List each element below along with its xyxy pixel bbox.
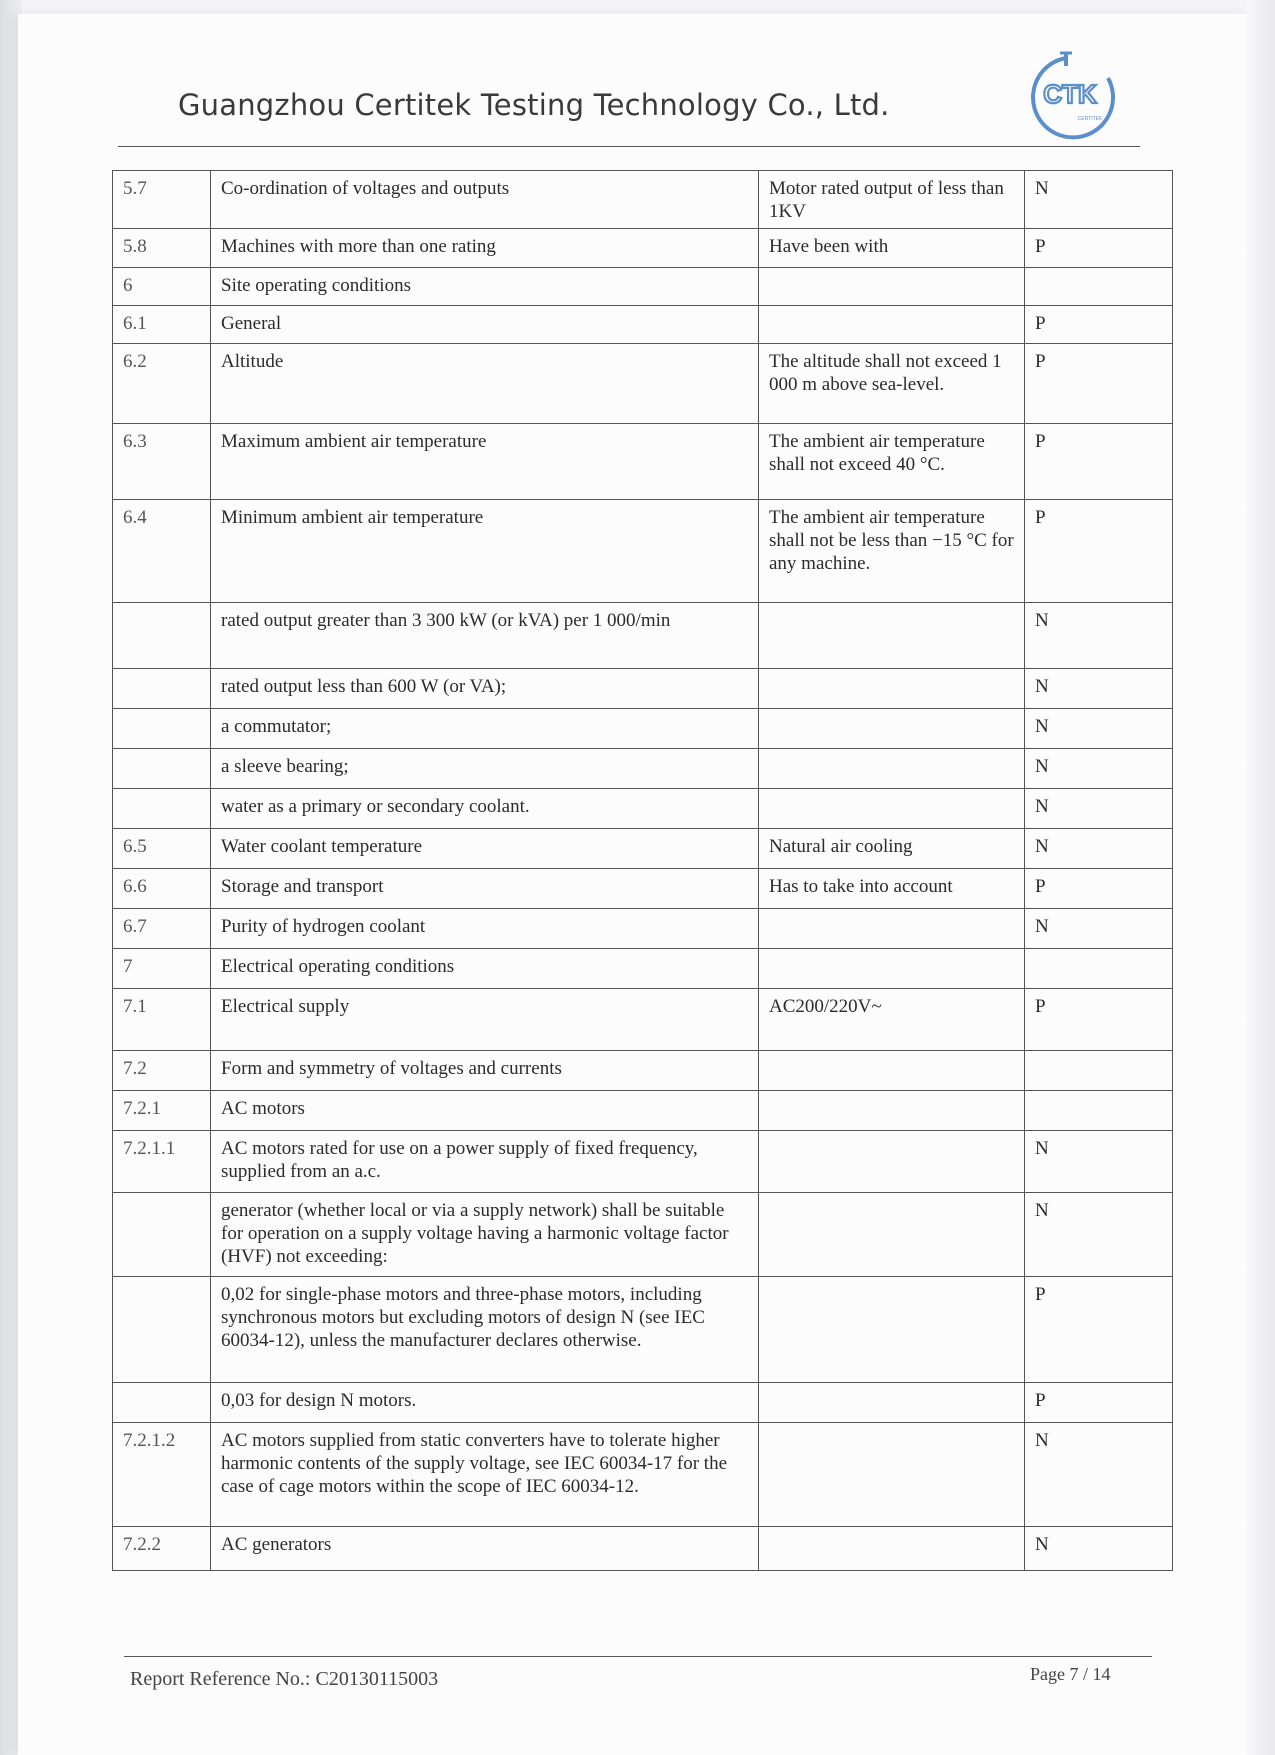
- requirement-cell: Altitude: [211, 344, 759, 424]
- requirement-cell: AC motors rated for use on a power supply of fixed frequency, supplied from an a.c.: [211, 1131, 759, 1193]
- requirement-cell: Electrical operating conditions: [211, 949, 759, 989]
- requirement-cell: Water coolant temperature: [211, 829, 759, 869]
- clause-cell: [113, 789, 211, 829]
- verdict-cell: P: [1025, 306, 1173, 344]
- clause-cell: [113, 749, 211, 789]
- verdict-cell: N: [1025, 909, 1173, 949]
- result-cell: AC200/220V~: [759, 989, 1025, 1051]
- result-cell: [759, 669, 1025, 709]
- requirement-cell: AC motors: [211, 1091, 759, 1131]
- footer-divider: [124, 1656, 1152, 1657]
- table-row: [113, 1091, 1173, 1131]
- requirement-cell: Site operating conditions: [211, 268, 759, 306]
- verdict-cell: N: [1025, 829, 1173, 869]
- requirement-cell: generator (whether local or via a supply network) shall be suitable for operation on a supply voltage having a harmonic voltage factor (HVF) not exceeding:: [211, 1193, 759, 1277]
- requirement-cell: Purity of hydrogen coolant: [211, 909, 759, 949]
- report-reference: Report Reference No.: C20130115003: [130, 1668, 439, 1690]
- clause-cell: 5.7: [113, 171, 211, 229]
- clause-cell: 7.2.1: [113, 1091, 211, 1131]
- verdict-cell: P: [1025, 344, 1173, 424]
- logo-subtext: CERTITEK: [1077, 116, 1103, 122]
- table-row: [113, 709, 1173, 749]
- table-row: [113, 171, 1173, 229]
- page-number: Page 7 / 14: [1030, 1664, 1111, 1684]
- clause-cell: 6.4: [113, 500, 211, 603]
- requirement-cell: 0,02 for single-phase motors and three-phase motors, including synchronous motors but excluding motors of design N (see IEC 60034-12), unless the manufacturer declares otherwise.: [211, 1277, 759, 1383]
- requirement-cell: Form and symmetry of voltages and currents: [211, 1051, 759, 1091]
- verdict-cell: P: [1025, 424, 1173, 500]
- requirement-cell: Co-ordination of voltages and outputs: [211, 171, 759, 229]
- table-row: [113, 500, 1173, 603]
- verdict-cell: [1025, 1091, 1173, 1131]
- clause-cell: 6.3: [113, 424, 211, 500]
- table-row: [113, 869, 1173, 909]
- requirement-cell: a commutator;: [211, 709, 759, 749]
- verdict-cell: N: [1025, 1527, 1173, 1571]
- verdict-cell: [1025, 1051, 1173, 1091]
- result-cell: Has to take into account: [759, 869, 1025, 909]
- result-cell: The ambient air temperature shall not be less than −15 °C for any machine.: [759, 500, 1025, 603]
- result-cell: [759, 603, 1025, 669]
- table-row: [113, 1277, 1173, 1383]
- result-cell: [759, 1091, 1025, 1131]
- clause-cell: 7.2: [113, 1051, 211, 1091]
- result-cell: The altitude shall not exceed 1 000 m above sea-level.: [759, 344, 1025, 424]
- page-edge: [1247, 0, 1275, 1755]
- result-cell: [759, 1193, 1025, 1277]
- clause-cell: 6.1: [113, 306, 211, 344]
- table-row: [113, 1423, 1173, 1527]
- table-row: [113, 229, 1173, 268]
- verdict-cell: N: [1025, 709, 1173, 749]
- result-cell: [759, 1383, 1025, 1423]
- requirement-cell: rated output greater than 3 300 kW (or kVA) per 1 000/min: [211, 603, 759, 669]
- table-row: [113, 603, 1173, 669]
- verdict-cell: N: [1025, 1131, 1173, 1193]
- verdict-cell: P: [1025, 869, 1173, 909]
- clause-cell: [113, 709, 211, 749]
- table-row: [113, 424, 1173, 500]
- verdict-cell: P: [1025, 500, 1173, 603]
- verdict-cell: P: [1025, 989, 1173, 1051]
- verdict-cell: N: [1025, 749, 1173, 789]
- requirement-cell: General: [211, 306, 759, 344]
- result-cell: [759, 1423, 1025, 1527]
- table-row: [113, 1131, 1173, 1193]
- result-cell: [759, 268, 1025, 306]
- requirement-cell: 0,03 for design N motors.: [211, 1383, 759, 1423]
- verdict-cell: P: [1025, 1383, 1173, 1423]
- result-cell: [759, 1527, 1025, 1571]
- clause-cell: 6.5: [113, 829, 211, 869]
- verdict-cell: N: [1025, 1193, 1173, 1277]
- result-cell: [759, 749, 1025, 789]
- verdict-cell: P: [1025, 229, 1173, 268]
- requirement-cell: Electrical supply: [211, 989, 759, 1051]
- table-row: [113, 829, 1173, 869]
- clause-cell: 7.2.2: [113, 1527, 211, 1571]
- test-results-body: [113, 171, 1173, 1571]
- clause-cell: 6.6: [113, 869, 211, 909]
- table-row: [113, 749, 1173, 789]
- table-row: [113, 1051, 1173, 1091]
- verdict-cell: N: [1025, 789, 1173, 829]
- result-cell: [759, 306, 1025, 344]
- clause-cell: 7.2.1.1: [113, 1131, 211, 1193]
- clause-cell: 7.1: [113, 989, 211, 1051]
- ctk-logo-icon: [1020, 48, 1120, 144]
- result-cell: [759, 1051, 1025, 1091]
- table-row: [113, 789, 1173, 829]
- clause-cell: 5.8: [113, 229, 211, 268]
- clause-cell: [113, 603, 211, 669]
- clause-cell: 7.2.1.2: [113, 1423, 211, 1527]
- result-cell: [759, 1131, 1025, 1193]
- header-divider: [118, 146, 1140, 147]
- table-row: [113, 669, 1173, 709]
- clause-cell: 7: [113, 949, 211, 989]
- clause-cell: [113, 1383, 211, 1423]
- result-cell: [759, 789, 1025, 829]
- table-row: [113, 909, 1173, 949]
- requirement-cell: Machines with more than one rating: [211, 229, 759, 268]
- verdict-cell: N: [1025, 603, 1173, 669]
- requirement-cell: a sleeve bearing;: [211, 749, 759, 789]
- table-row: [113, 268, 1173, 306]
- result-cell: Natural air cooling: [759, 829, 1025, 869]
- requirement-cell: Minimum ambient air temperature: [211, 500, 759, 603]
- verdict-cell: [1025, 268, 1173, 306]
- table-row: [113, 344, 1173, 424]
- clause-cell: [113, 1277, 211, 1383]
- logo-text: CTK: [1043, 79, 1097, 109]
- result-cell: [759, 949, 1025, 989]
- table-row: [113, 949, 1173, 989]
- verdict-cell: P: [1025, 1277, 1173, 1383]
- requirement-cell: Maximum ambient air temperature: [211, 424, 759, 500]
- verdict-cell: [1025, 949, 1173, 989]
- result-cell: [759, 1277, 1025, 1383]
- result-cell: Motor rated output of less than 1KV: [759, 171, 1025, 229]
- table-row: [113, 1383, 1173, 1423]
- requirement-cell: AC generators: [211, 1527, 759, 1571]
- table-row: [113, 306, 1173, 344]
- clause-cell: 6.7: [113, 909, 211, 949]
- result-cell: The ambient air temperature shall not exceed 40 °C.: [759, 424, 1025, 500]
- verdict-cell: N: [1025, 171, 1173, 229]
- requirement-cell: water as a primary or secondary coolant.: [211, 789, 759, 829]
- requirement-cell: Storage and transport: [211, 869, 759, 909]
- table-row: [113, 1527, 1173, 1571]
- requirement-cell: rated output less than 600 W (or VA);: [211, 669, 759, 709]
- table-row: [113, 1193, 1173, 1277]
- clause-cell: 6: [113, 268, 211, 306]
- verdict-cell: N: [1025, 1423, 1173, 1527]
- result-cell: [759, 709, 1025, 749]
- clause-cell: [113, 1193, 211, 1277]
- result-cell: [759, 909, 1025, 949]
- requirement-cell: AC motors supplied from static converters have to tolerate higher harmonic contents of the supply voltage, see IEC 60034-17 for the case of cage motors within the scope of IEC 60034-12.: [211, 1423, 759, 1527]
- clause-cell: [113, 669, 211, 709]
- verdict-cell: N: [1025, 669, 1173, 709]
- company-name: Guangzhou Certitek Testing Technology Co., Ltd.: [178, 88, 890, 122]
- clause-cell: 6.2: [113, 344, 211, 424]
- table-row: [113, 989, 1173, 1051]
- result-cell: Have been with: [759, 229, 1025, 268]
- test-results-table: [112, 170, 1173, 1571]
